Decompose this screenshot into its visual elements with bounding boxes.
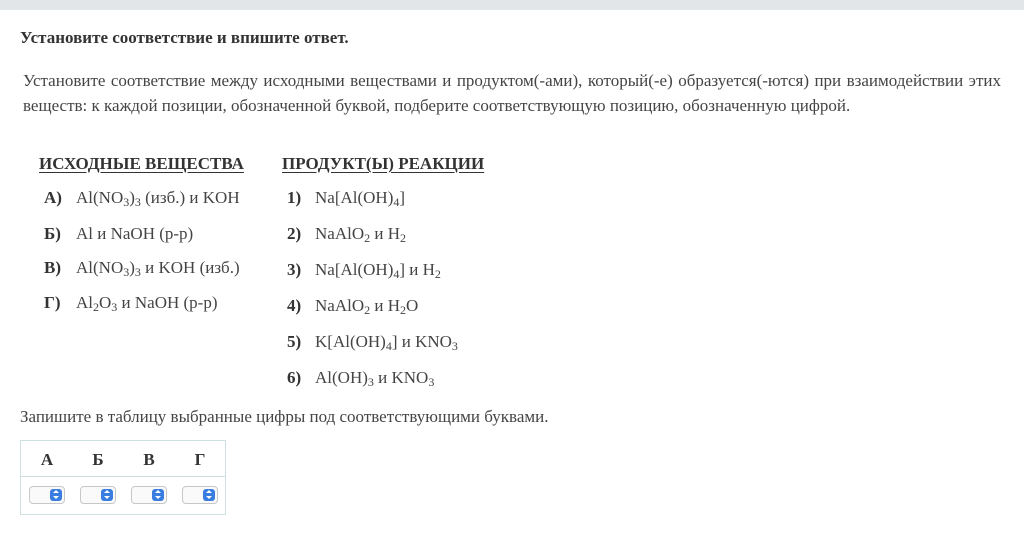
products-header: ПРОДУКТ(Ы) РЕАКЦИИ	[282, 154, 485, 173]
answer-instruction: Запишите в таблицу выбранные цифры под соответствующими буквами.	[20, 407, 549, 426]
product-formula: $Al(OH)_3$ и $KNO_3$	[315, 368, 435, 389]
answer-select-a[interactable]	[29, 486, 65, 504]
product-key: 1)	[287, 188, 302, 207]
product-key: 4)	[287, 296, 302, 315]
answer-table	[20, 440, 226, 515]
reactant-formula: $Al_2O_3$ и NaOH (р-р)	[76, 293, 218, 314]
reactant-key: Б)	[44, 224, 61, 243]
product-key: 2)	[287, 224, 302, 243]
product-key: 5)	[287, 332, 302, 351]
reactants-header: ИСХОДНЫЕ ВЕЩЕСТВА	[39, 154, 244, 173]
answer-col-g: Г	[194, 450, 206, 469]
answer-table-header	[21, 441, 225, 477]
reactant-key: А)	[44, 188, 62, 207]
up-down-chevron-icon	[101, 489, 113, 501]
product-key: 6)	[287, 368, 302, 387]
answer-select-v[interactable]	[131, 486, 167, 504]
reactant-formula: Al и NaOH (р-р)	[76, 224, 194, 243]
up-down-chevron-icon	[152, 489, 164, 501]
answer-select-b[interactable]	[80, 486, 116, 504]
answer-col-b: Б	[92, 450, 104, 469]
task-heading: Установите соответствие и впишите ответ.	[20, 28, 349, 47]
up-down-chevron-icon	[203, 489, 215, 501]
top-bar	[0, 0, 1024, 10]
task-description: Установите соответствие между исходными веществами и продуктом(-ами), который(-е) образуется(-ются) при взаимодействии этих веществ: к каждой позиции, обозначенной буквой, подберите соответствующую позицию, обозначенную цифрой.	[23, 71, 1001, 115]
product-formula: $K[Al(OH)_4]$ и $KNO_3$	[315, 332, 458, 353]
product-formula: NaAlO$_2$ и $H_2$	[315, 224, 406, 245]
product-key: 3)	[287, 260, 302, 279]
reactant-key: Г)	[44, 293, 61, 312]
reactant-formula: $Al(NO_3)_3$ (изб.) и KOH	[76, 188, 240, 209]
reactant-key: В)	[44, 258, 61, 277]
answer-col-v: В	[143, 450, 155, 469]
product-formula: $Na[Al(OH)_4]$ и $H_2$	[315, 260, 441, 281]
product-formula: NaAlO$_2$ и $H_2O$	[315, 296, 419, 317]
up-down-chevron-icon	[50, 489, 62, 501]
answer-col-a: А	[40, 450, 54, 469]
product-formula: $Na[Al(OH)_4]$	[315, 188, 406, 209]
reactant-formula: $Al(NO_3)_3$ и KOH (изб.)	[76, 258, 240, 279]
answer-select-g[interactable]	[182, 486, 218, 504]
